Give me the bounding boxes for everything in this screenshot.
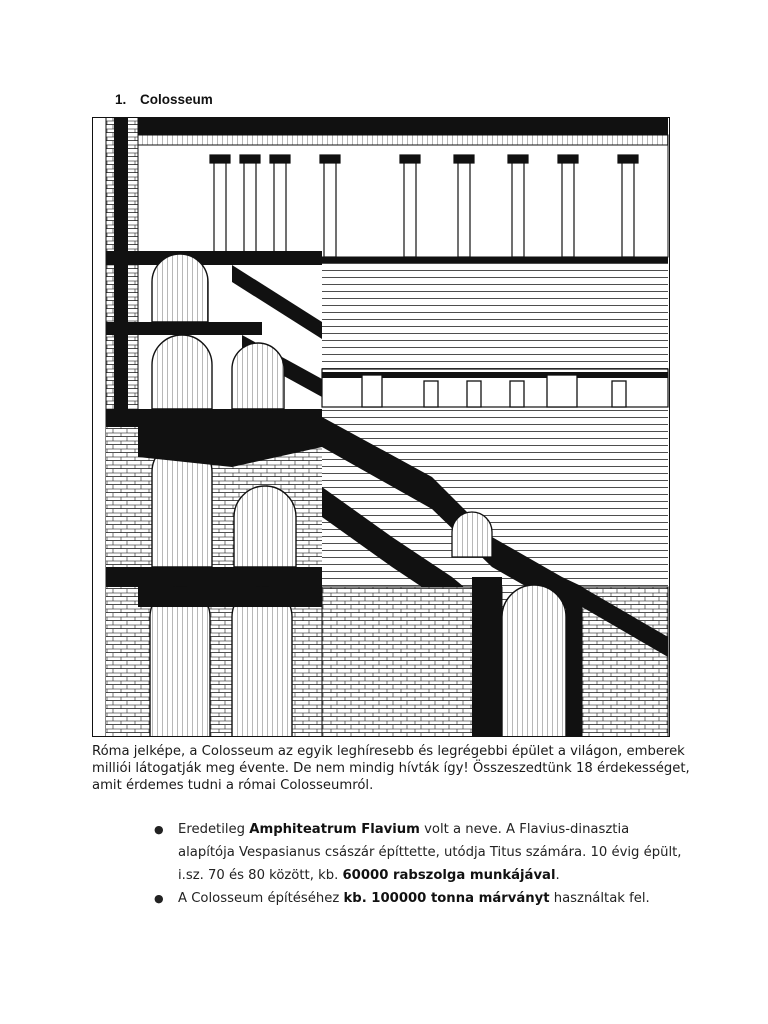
section-number: 1. bbox=[115, 92, 127, 107]
fact-text-2: A Colosseum építéséhez kb. 100000 tonna márványt használtak fel. bbox=[178, 891, 650, 906]
bullet-icon: ● bbox=[154, 892, 164, 905]
highlight-workers: 60000 rabszolga munkájával bbox=[342, 868, 556, 883]
section-title: Colosseum bbox=[140, 92, 213, 107]
intro-text: Róma jelképe, a Colosseum az egyik leghíresebb és legrégebbi épület a világon, emberek milliói látogatják meg évente. De nem mindig hívták így! Összeszedtünk 18 érdekességet, amit érdemes tudni a római Colosseumról. bbox=[92, 744, 690, 793]
highlight-name: Amphiteatrum Flavium bbox=[249, 822, 420, 837]
highlight-marble: kb. 100000 tonna márványt bbox=[343, 891, 550, 906]
section-heading bbox=[115, 92, 213, 107]
list-item bbox=[150, 818, 690, 887]
list-item bbox=[150, 887, 690, 910]
upper-seating-steps bbox=[322, 257, 668, 369]
colosseum-cross-section-illustration bbox=[92, 117, 670, 737]
bullet-icon: ● bbox=[154, 823, 164, 836]
intro-paragraph bbox=[92, 743, 692, 794]
fact-list bbox=[150, 818, 690, 910]
fact-text-1: Eredetileg Amphiteatrum Flavium volt a neve. A Flavius-dinasztia alapítója Vespasianus császár építtette, utódja Titus számára. 10 évig épült, i.sz. 70 és 80 között, kb. 60000 rabszolga munkájával. bbox=[178, 822, 682, 883]
